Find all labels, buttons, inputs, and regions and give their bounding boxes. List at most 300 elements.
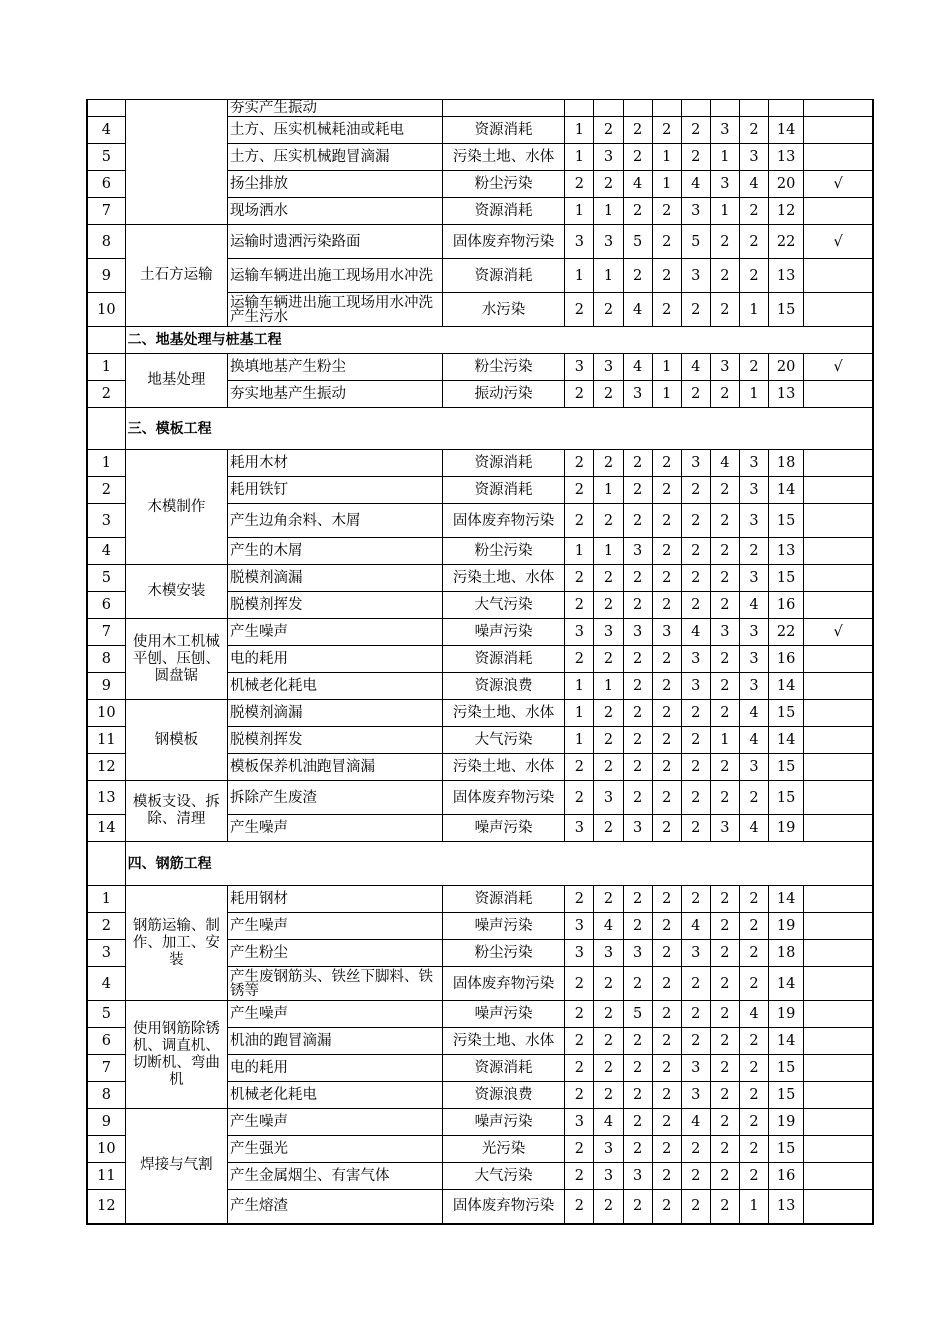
total-cell: 15 [769,1055,804,1082]
score-cell: 4 [710,450,739,477]
score-cell: 4 [594,913,623,940]
impact-cell: 噪声污染 [442,815,564,842]
total-cell: 14 [769,673,804,700]
score-cell: 1 [652,144,681,171]
score-cell: 2 [652,565,681,592]
total-cell: 19 [769,815,804,842]
score-cell: 2 [594,1001,623,1028]
total-cell: 20 [769,171,804,198]
activity-cell: 机油的跑冒滴漏 [228,1028,443,1055]
impact-cell: 噪声污染 [442,1109,564,1136]
row-number: 8 [87,225,125,259]
score-cell: 4 [681,1109,710,1136]
score-cell: 2 [652,117,681,144]
total-cell: 14 [769,477,804,504]
total-cell: 15 [769,504,804,538]
significance-mark [804,592,873,619]
score-cell: 3 [594,781,623,815]
significance-mark [804,259,873,293]
score-cell: 2 [623,565,652,592]
row-number [87,327,125,354]
score-cell: 2 [710,673,739,700]
score-cell [594,100,623,117]
table-row [87,781,873,815]
row-number: 6 [87,171,125,198]
score-cell: 2 [623,450,652,477]
score-cell: 2 [652,1136,681,1163]
score-cell: 2 [681,781,710,815]
score-cell: 3 [739,144,768,171]
score-cell: 2 [739,967,768,1001]
score-cell: 2 [681,967,710,1001]
impact-cell: 污染土地、水体 [442,565,564,592]
impact-cell: 噪声污染 [442,1001,564,1028]
score-cell: 3 [565,225,594,259]
impact-cell: 污染土地、水体 [442,1028,564,1055]
row-number: 9 [87,259,125,293]
score-cell: 3 [710,117,739,144]
score-cell: 3 [652,619,681,646]
activity-cell: 产生噪声 [228,619,443,646]
score-cell: 2 [652,450,681,477]
total-cell: 15 [769,1082,804,1109]
process-group: 钢筋运输、制作、加工、安装 [125,886,227,1001]
row-number: 3 [87,504,125,538]
activity-cell: 产生废钢筋头、铁丝下脚料、铁锈等 [228,967,443,1001]
score-cell: 4 [623,171,652,198]
significance-mark [804,673,873,700]
row-number: 6 [87,1028,125,1055]
score-cell: 2 [565,1055,594,1082]
row-number: 4 [87,967,125,1001]
score-cell: 2 [594,727,623,754]
total-cell: 19 [769,1109,804,1136]
score-cell: 2 [681,293,710,327]
activity-cell: 模板保养机油跑冒滴漏 [228,754,443,781]
total-cell: 16 [769,1163,804,1190]
score-cell: 2 [739,117,768,144]
impact-cell: 振动污染 [442,381,564,408]
score-cell: 2 [710,225,739,259]
activity-cell: 土方、压实机械耗油或耗电 [228,117,443,144]
score-cell: 3 [565,940,594,967]
score-cell: 2 [565,171,594,198]
score-cell: 2 [710,1028,739,1055]
score-cell: 2 [710,1136,739,1163]
score-cell: 2 [710,381,739,408]
score-cell: 2 [652,754,681,781]
score-cell: 2 [565,1001,594,1028]
score-cell: 2 [652,815,681,842]
process-group: 模板支设、拆除、清理 [125,781,227,842]
impact-cell: 水污染 [442,293,564,327]
score-cell: 5 [623,225,652,259]
score-cell: 2 [594,1055,623,1082]
score-cell: 4 [739,1001,768,1028]
impact-cell: 粉尘污染 [442,354,564,381]
score-cell: 2 [594,815,623,842]
row-number: 12 [87,1190,125,1224]
score-cell: 2 [652,886,681,913]
score-cell: 1 [565,259,594,293]
score-cell: 2 [681,117,710,144]
score-cell: 2 [652,538,681,565]
score-cell: 3 [565,815,594,842]
score-cell: 2 [681,381,710,408]
score-cell: 2 [739,781,768,815]
row-number: 2 [87,913,125,940]
section-row [87,842,873,886]
score-cell: 2 [652,198,681,225]
score-cell: 2 [652,673,681,700]
total-cell: 19 [769,1001,804,1028]
score-cell: 2 [681,477,710,504]
score-cell: 3 [623,619,652,646]
activity-cell: 产生熔渣 [228,1190,443,1224]
activity-cell: 运输时遗洒污染路面 [228,225,443,259]
score-cell: 2 [565,1190,594,1224]
impact-cell: 资源消耗 [442,198,564,225]
score-cell: 2 [710,592,739,619]
score-cell: 2 [565,592,594,619]
score-cell: 1 [652,381,681,408]
score-cell: 2 [623,646,652,673]
score-cell: 2 [565,1028,594,1055]
activity-cell: 产生噪声 [228,913,443,940]
score-cell: 3 [623,1163,652,1190]
score-cell [565,100,594,117]
score-cell: 2 [710,646,739,673]
score-cell: 1 [594,198,623,225]
table-row [87,354,873,381]
score-cell: 1 [652,354,681,381]
total-cell: 13 [769,1190,804,1224]
score-cell: 2 [739,1163,768,1190]
score-cell: 2 [739,1055,768,1082]
activity-cell: 产生边角余料、木屑 [228,504,443,538]
row-number: 9 [87,1109,125,1136]
score-cell: 2 [681,700,710,727]
significance-mark [804,1190,873,1224]
score-cell: 2 [681,754,710,781]
score-cell: 4 [739,592,768,619]
score-cell: 2 [710,700,739,727]
score-cell: 1 [565,117,594,144]
score-cell: 1 [594,477,623,504]
score-cell: 2 [623,781,652,815]
activity-cell: 产生噪声 [228,1001,443,1028]
score-cell: 2 [652,646,681,673]
significance-mark [804,450,873,477]
score-cell: 2 [594,886,623,913]
activity-cell: 土方、压实机械跑冒滴漏 [228,144,443,171]
score-cell: 5 [623,1001,652,1028]
score-cell: 2 [652,1001,681,1028]
total-cell: 22 [769,225,804,259]
activity-cell: 机械老化耗电 [228,673,443,700]
score-cell: 2 [739,538,768,565]
score-cell: 2 [594,450,623,477]
impact-cell: 噪声污染 [442,913,564,940]
score-cell: 3 [681,940,710,967]
score-cell: 1 [565,144,594,171]
score-cell: 2 [652,700,681,727]
activity-cell: 产生粉尘 [228,940,443,967]
activity-cell: 现场洒水 [228,198,443,225]
score-cell: 3 [623,940,652,967]
significance-mark [804,1136,873,1163]
score-cell: 3 [565,1109,594,1136]
table-row [87,886,873,913]
score-cell: 2 [652,225,681,259]
activity-cell: 耗用木材 [228,450,443,477]
score-cell [442,100,564,117]
score-cell: 2 [623,727,652,754]
score-cell: 2 [565,781,594,815]
impact-cell: 污染土地、水体 [442,144,564,171]
impact-cell: 资源消耗 [442,646,564,673]
score-cell: 2 [594,504,623,538]
score-cell: 2 [681,538,710,565]
environmental-factor-table [86,99,874,1225]
score-cell: 2 [681,1136,710,1163]
score-cell: 2 [623,886,652,913]
significance-mark [804,381,873,408]
significance-mark [804,477,873,504]
impact-cell: 噪声污染 [442,619,564,646]
significance-mark [804,1055,873,1082]
total-cell: 20 [769,354,804,381]
activity-cell: 产生金属烟尘、有害气体 [228,1163,443,1190]
row-number: 1 [87,354,125,381]
process-group: 钢模板 [125,700,227,781]
score-cell: 2 [739,1028,768,1055]
score-cell: 2 [623,1190,652,1224]
row-number: 3 [87,940,125,967]
score-cell: 2 [652,259,681,293]
row-number: 5 [87,565,125,592]
score-cell: 1 [710,727,739,754]
score-cell: 2 [594,754,623,781]
score-cell: 3 [594,619,623,646]
row-number: 5 [87,1001,125,1028]
score-cell: 3 [739,646,768,673]
score-cell: 2 [739,354,768,381]
total-cell: 14 [769,886,804,913]
activity-cell: 产生噪声 [228,1109,443,1136]
score-cell: 2 [739,1082,768,1109]
score-cell: 2 [594,171,623,198]
section-title: 二、地基处理与桩基工程 [125,327,873,354]
significance-mark [804,815,873,842]
score-cell: 2 [565,1136,594,1163]
score-cell: 1 [652,171,681,198]
score-cell: 2 [652,1163,681,1190]
score-cell: 2 [710,259,739,293]
row-number: 4 [87,117,125,144]
score-cell: 3 [681,646,710,673]
total-cell: 18 [769,940,804,967]
total-cell: 13 [769,381,804,408]
impact-cell: 固体废弃物污染 [442,1190,564,1224]
score-cell: 2 [739,198,768,225]
row-number: 2 [87,381,125,408]
score-cell: 2 [710,565,739,592]
impact-cell: 资源浪费 [442,1082,564,1109]
significance-mark: √ [804,354,873,381]
score-cell: 2 [710,1109,739,1136]
activity-cell: 夯实产生振动 [228,100,443,117]
total-cell: 15 [769,293,804,327]
section-row [87,408,873,450]
score-cell: 3 [681,1055,710,1082]
activity-cell: 电的耗用 [228,646,443,673]
score-cell: 2 [710,967,739,1001]
significance-mark [804,886,873,913]
score-cell: 3 [739,450,768,477]
score-cell: 2 [565,381,594,408]
score-cell: 4 [739,700,768,727]
total-cell: 14 [769,727,804,754]
score-cell: 4 [739,171,768,198]
score-cell: 2 [681,886,710,913]
significance-mark [804,1109,873,1136]
score-cell [623,100,652,117]
score-cell: 4 [681,171,710,198]
score-cell: 2 [565,646,594,673]
score-cell [710,100,739,117]
score-cell: 2 [710,1190,739,1224]
impact-cell: 大气污染 [442,727,564,754]
row-number: 5 [87,144,125,171]
score-cell: 2 [681,1028,710,1055]
significance-mark [804,538,873,565]
impact-cell: 资源消耗 [442,117,564,144]
score-cell: 2 [652,727,681,754]
score-cell: 2 [623,700,652,727]
score-cell: 3 [565,619,594,646]
significance-mark [804,117,873,144]
significance-mark [804,1163,873,1190]
score-cell: 4 [739,727,768,754]
score-cell: 2 [565,1082,594,1109]
score-cell: 3 [681,198,710,225]
score-cell: 2 [565,293,594,327]
impact-cell: 大气污染 [442,1163,564,1190]
total-cell: 13 [769,538,804,565]
score-cell: 2 [681,1001,710,1028]
activity-cell: 脱模剂挥发 [228,592,443,619]
score-cell [769,100,804,117]
score-cell: 1 [739,293,768,327]
score-cell: 1 [565,198,594,225]
total-cell: 15 [769,565,804,592]
score-cell: 1 [710,198,739,225]
impact-cell: 固体废弃物污染 [442,967,564,1001]
activity-cell: 脱模剂挥发 [228,727,443,754]
score-cell: 2 [710,913,739,940]
score-cell: 1 [565,727,594,754]
score-cell: 5 [681,225,710,259]
score-cell: 1 [739,1190,768,1224]
score-cell: 2 [565,565,594,592]
score-cell: 2 [681,727,710,754]
score-cell: 3 [565,913,594,940]
score-cell: 3 [623,538,652,565]
score-cell: 2 [710,293,739,327]
score-cell: 2 [623,592,652,619]
significance-mark [804,754,873,781]
total-cell: 16 [769,592,804,619]
score-cell: 2 [652,1082,681,1109]
score-cell: 3 [681,450,710,477]
score-cell: 2 [710,477,739,504]
section-title: 四、钢筋工程 [125,842,873,886]
score-cell: 3 [710,619,739,646]
total-cell: 12 [769,198,804,225]
total-cell: 18 [769,450,804,477]
score-cell: 2 [623,754,652,781]
score-cell: 2 [652,592,681,619]
score-cell: 2 [710,940,739,967]
activity-cell: 产生强光 [228,1136,443,1163]
score-cell: 2 [594,700,623,727]
row-number: 8 [87,646,125,673]
score-cell: 2 [739,886,768,913]
score-cell: 2 [623,1109,652,1136]
score-cell: 4 [681,354,710,381]
table-row [87,619,873,646]
score-cell: 3 [594,144,623,171]
activity-cell: 脱模剂滴漏 [228,565,443,592]
table-row [87,1109,873,1136]
significance-mark: √ [804,171,873,198]
score-cell: 2 [594,1028,623,1055]
score-cell: 3 [594,354,623,381]
score-cell: 2 [652,1190,681,1224]
activity-cell: 耗用钢材 [228,886,443,913]
score-cell: 2 [623,913,652,940]
activity-cell: 换填地基产生粉尘 [228,354,443,381]
score-cell: 2 [565,886,594,913]
score-cell [739,100,768,117]
score-cell: 2 [739,913,768,940]
significance-mark [804,1028,873,1055]
score-cell: 2 [623,1136,652,1163]
group-cell [125,100,227,225]
process-group: 使用钢筋除锈机、调直机、切断机、弯曲机 [125,1001,227,1109]
row-number: 10 [87,700,125,727]
impact-cell: 资源浪费 [442,673,564,700]
total-cell: 15 [769,1136,804,1163]
score-cell: 2 [594,592,623,619]
score-cell: 2 [652,1055,681,1082]
score-cell: 3 [710,815,739,842]
table-row [87,700,873,727]
table-row [87,565,873,592]
row-number [87,100,125,117]
impact-cell: 粉尘污染 [442,538,564,565]
score-cell: 2 [710,1055,739,1082]
score-cell: 2 [710,504,739,538]
score-cell: 2 [623,673,652,700]
score-cell: 4 [594,1109,623,1136]
row-number: 6 [87,592,125,619]
score-cell: 1 [565,673,594,700]
impact-cell: 固体废弃物污染 [442,781,564,815]
row-number: 8 [87,1082,125,1109]
significance-mark [804,727,873,754]
